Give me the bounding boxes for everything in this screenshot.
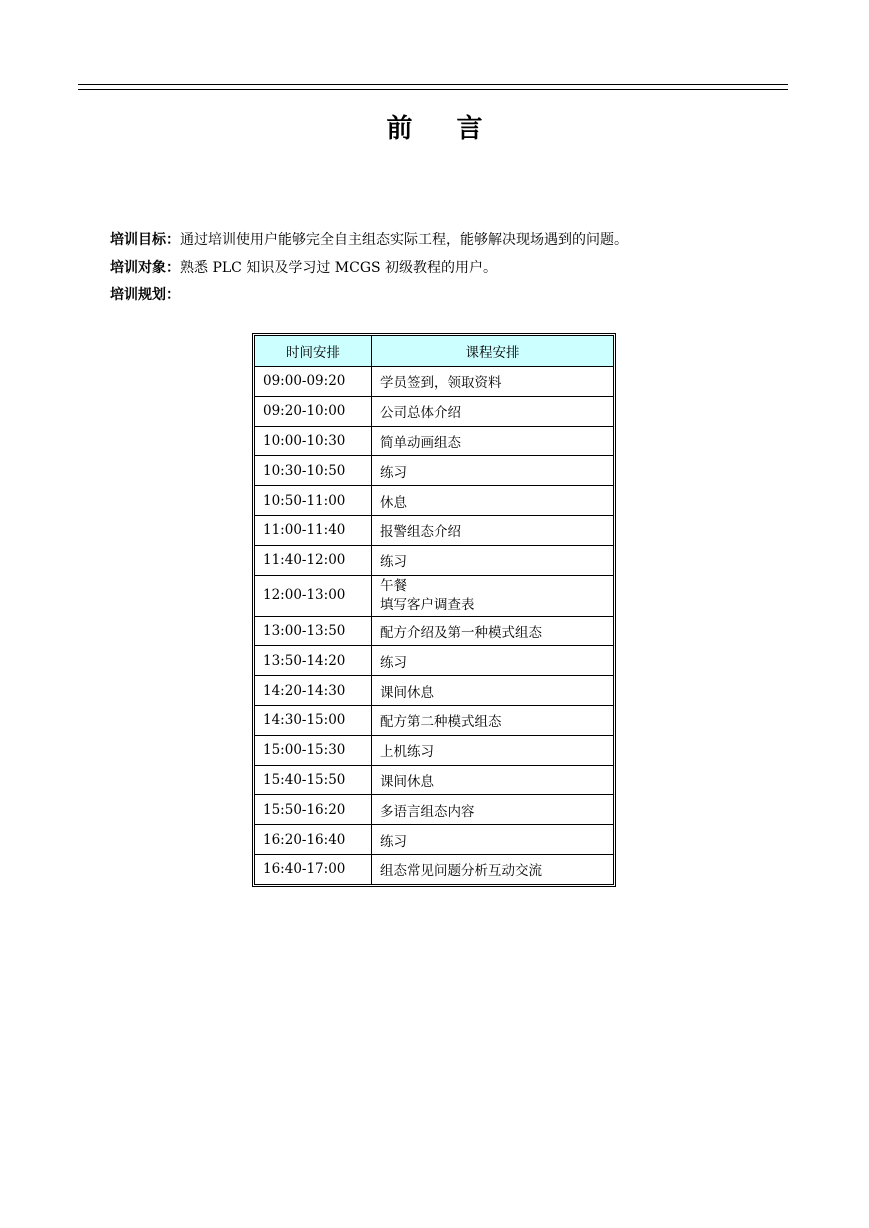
table-row — [255, 456, 614, 486]
table-row — [255, 705, 614, 735]
time-cell: 10:00-10:30 — [255, 426, 372, 456]
training-goal — [110, 230, 628, 250]
course-cell: 课间休息 — [372, 765, 614, 795]
course-cell: 多语言组态内容 — [372, 795, 614, 825]
time-cell: 16:20-16:40 — [255, 825, 372, 855]
course-cell — [372, 575, 614, 616]
time-cell: 16:40-17:00 — [255, 854, 372, 884]
schedule-body — [255, 367, 614, 885]
header-course: 课程安排 — [372, 336, 614, 367]
course-cell: 练习 — [372, 545, 614, 575]
course-cell: 课间休息 — [372, 676, 614, 706]
course-line: 午餐 — [380, 577, 407, 594]
time-cell: 12:00-13:00 — [255, 575, 372, 616]
time-cell: 15:50-16:20 — [255, 795, 372, 825]
time-cell: 11:40-12:00 — [255, 545, 372, 575]
time-cell: 14:20-14:30 — [255, 676, 372, 706]
table-row — [255, 646, 614, 676]
table-row — [255, 515, 614, 545]
time-cell: 13:50-14:20 — [255, 646, 372, 676]
table-row — [255, 676, 614, 706]
table-row — [255, 616, 614, 646]
time-cell: 10:30-10:50 — [255, 456, 372, 486]
schedule-table-frame — [252, 333, 616, 887]
training-plan — [110, 285, 180, 305]
table-row — [255, 367, 614, 397]
table-row — [255, 825, 614, 855]
table-row — [255, 575, 614, 616]
training-audience — [110, 258, 497, 278]
course-cell: 练习 — [372, 456, 614, 486]
table-row — [255, 735, 614, 765]
training-goal-label: 培训目标： — [110, 232, 180, 248]
time-cell: 14:30-15:00 — [255, 705, 372, 735]
table-row — [255, 795, 614, 825]
training-audience-text: 熟悉 PLC 知识及学习过 MCGS 初级教程的用户。 — [180, 260, 498, 276]
time-cell: 15:00-15:30 — [255, 735, 372, 765]
course-cell: 练习 — [372, 825, 614, 855]
header-rule-bottom — [78, 89, 788, 90]
course-cell: 公司总体介绍 — [372, 396, 614, 426]
time-cell: 15:40-15:50 — [255, 765, 372, 795]
table-row — [255, 486, 614, 516]
time-cell: 09:00-09:20 — [255, 367, 372, 397]
course-cell: 上机练习 — [372, 735, 614, 765]
table-row — [255, 765, 614, 795]
table-row — [255, 396, 614, 426]
course-cell: 配方第二种模式组态 — [372, 705, 614, 735]
course-line: 填写客户调查表 — [380, 596, 475, 613]
page-title — [0, 108, 869, 145]
table-row — [255, 545, 614, 575]
header-rule-top — [78, 84, 788, 85]
page-title-right: 言 — [456, 114, 483, 144]
course-cell: 配方介绍及第一种模式组态 — [372, 616, 614, 646]
training-audience-label: 培训对象： — [110, 260, 180, 276]
table-header-row — [255, 336, 614, 367]
header-time: 时间安排 — [255, 336, 372, 367]
time-cell: 10:50-11:00 — [255, 486, 372, 516]
time-cell: 13:00-13:50 — [255, 616, 372, 646]
training-goal-text: 通过培训使用户能够完全自主组态实际工程，能够解决现场遇到的问题。 — [180, 232, 628, 248]
schedule-table — [254, 335, 614, 885]
course-cell: 休息 — [372, 486, 614, 516]
page-title-left: 前 — [386, 114, 413, 144]
table-row — [255, 854, 614, 884]
course-cell: 简单动画组态 — [372, 426, 614, 456]
time-cell: 09:20-10:00 — [255, 396, 372, 426]
course-cell: 学员签到，领取资料 — [372, 367, 614, 397]
table-row — [255, 426, 614, 456]
time-cell: 11:00-11:40 — [255, 515, 372, 545]
course-cell: 练习 — [372, 646, 614, 676]
course-cell: 组态常见问题分析互动交流 — [372, 854, 614, 884]
training-plan-label: 培训规划： — [110, 287, 180, 303]
course-cell: 报警组态介绍 — [372, 515, 614, 545]
